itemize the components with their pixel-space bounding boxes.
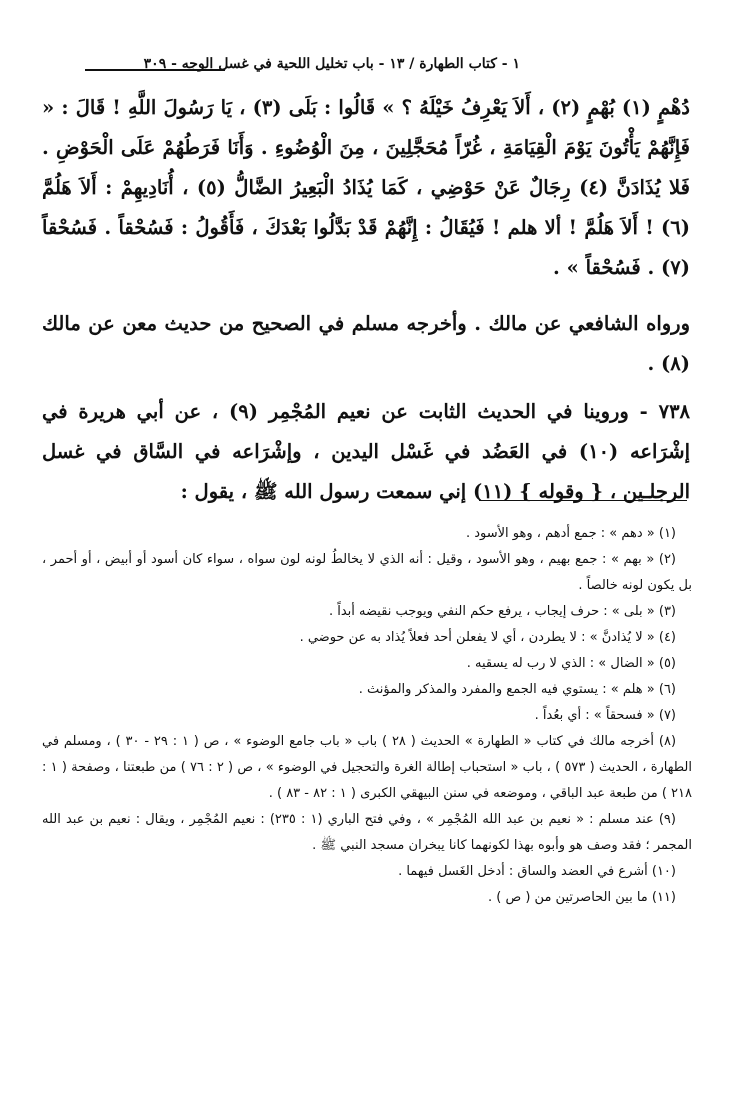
footnote-6: (٦) « هلم » : يستوي فيه الجمع والمفرد والمذكر والمؤنث . [358,682,676,697]
footnotes [42,521,692,911]
footnote-5: (٥) « الضال » : الذي لا رب له يسقيه . [466,656,676,671]
main-text [42,88,690,512]
running-header: ١ - كتاب الطهارة / ١٣ - باب تخليل اللحية في غسل الوجه - ٣٠٩ [143,56,520,72]
footnote-4: (٤) « لا يُذادنَّ » : لا يطردن ، أي لا يفعلن أحد فعلاً يُذاد به عن حوضي . [299,630,676,645]
hadith-text: دُهْمٍ (١) بُهْمٍ (٢) ، أَلاَ يَعْرِفُ خَيْلَهُ ؟ » قَالُوا : بَلَى (٣) ، يَا رَسُولَ اللَّهِ ! قَالَ : « فَإِنَّهُمْ يَأْتُونَ يَوْمَ الْقِيَامَةِ ، غُرّاً مُحَجَّلِينَ ، مِنَ الْوُضُوءِ . وَأَنَا فَرَطُهُمْ عَلَى الْحَوْضِ . فَلا يُذَادَنَّ (٤) رِجَالٌ عَنْ حَوْضِي ، كَمَا يُذَادُ الْبَعِيرُ الضَّالُّ (٥) ، أُنَادِيهِمْ : أَلاَ هَلُمَّ (٦) ! أَلاَ هَلُمَّ ! ألا هلم ! فَيُقَالُ : إِنَّهُمْ قَدْ بَدَّلُوا بَعْدَكَ ، فَأَقُولُ : فَسُحْقاً . فَسُحْقاً (٧) . فَسُحْقاً » . [42,96,690,279]
footnote-7: (٧) « فسحقاً » : أي بعُداً . [534,708,676,723]
footnote-3: (٣) « بلى » : حرف إيجاب ، يرفع حكم النفي ويوجب نقيضه أبداً . [328,604,676,619]
footnote-8: (٨) أخرجه مالك في كتاب « الطهارة » الحديث ( ٢٨ ) باب « باب جامع الوضوء » ، ص ( ١ : ٢٩ - ٣٠ ) ، ومسلم في الطهارة ، الحديث ( ٥٧٣ ) ، باب « استحباب إطالة الغرة والتحجيل في الوضوء » ، ص ( ٢ : ٧٦ ) من طبعتنا ، وصفحة ( ١ : ٢١٨ ) من طبعة عبد الباقي ، وموضعه في سنن البيهقي الكبرى ( ١ : ٨٢ - ٨٣ ) . [42,734,692,801]
footnote-10: (١٠) أشرع في العضد والساق : أدخل الغَسل فيهما . [398,864,676,879]
footnote-9: (٩) عند مسلم : « نعيم بن عبد الله المُجْمِر » ، وفي فتح الباري (١ : ٢٣٥) : نعيم المُجْمِر ، ويقال : نعيم بن عبد الله المجمر ؛ فقد وصف هو وأبوه بهذا لكونهما كانا يبخران مسجد النبي ﷺ . [42,812,692,853]
footnote-2: (٢) « بهم » : جمع بهيم ، وهو الأسود ، وقيل : أنه الذي لا يخالطُ لونه لون سواه ، سواء كان أسود أو أبيض ، أو أحمر ، بل يكون لونه خالصاً . [42,552,692,593]
hadith-738: ٧٣٨ - وروينا في الحديث الثابت عن نعيم المُجْمِر (٩) ، عن أبي هريرة في إشْرَاعه (١٠) في العَضُد في غَسْل اليدين ، وإشْرَاعه في السَّاق في غسل الرجلـين ، { وقوله } (١١) إني سمعت رسول الله ﷺ ، يقول : [42,400,691,503]
narration-paragraph: ورواه الشافعي عن مالك . وأخرجه مسلم في الصحيح من حديث معن عن مالك (٨) . [42,312,690,375]
footnote-rule [479,500,687,501]
footnote-1: (١) « دهم » : جمع أدهم ، وهو الأسود . [465,526,676,541]
header-rule [85,69,225,71]
footnote-11: (١١) ما بين الحاصرتين من ( ص ) . [488,890,676,905]
